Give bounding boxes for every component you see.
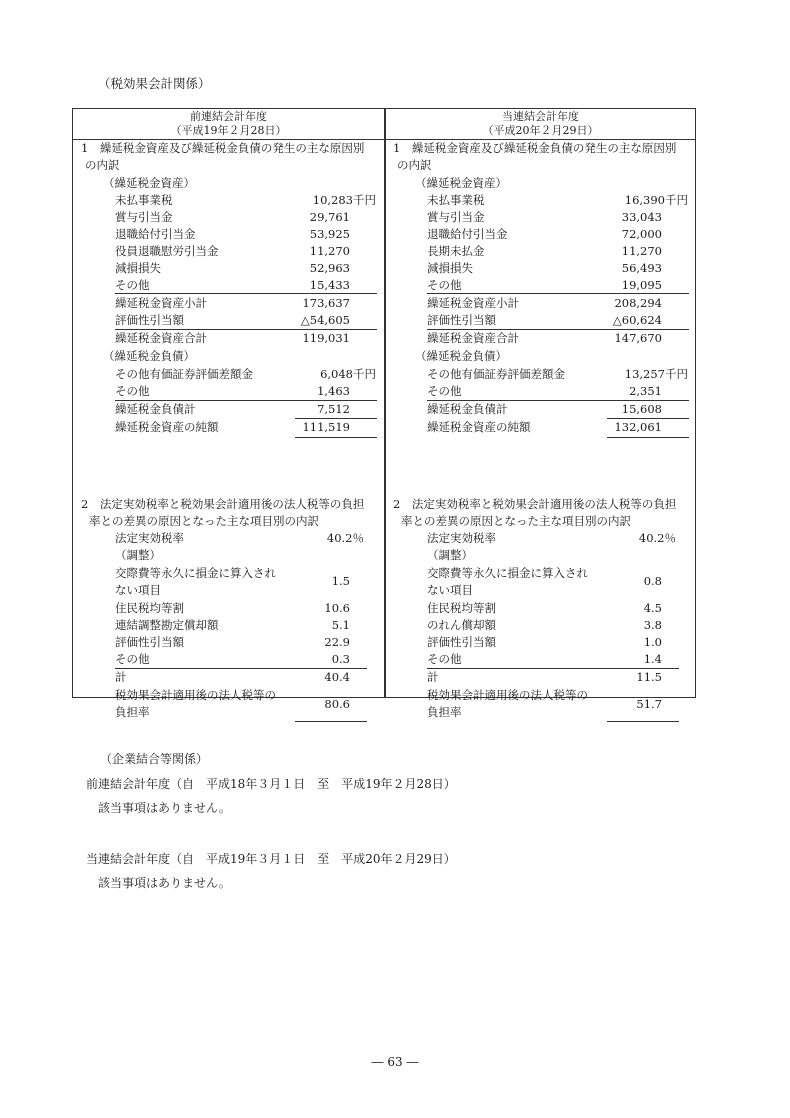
row-label: その他 — [115, 384, 150, 398]
dtl-total-row — [385, 401, 696, 418]
statutory-rate-row — [73, 530, 384, 547]
section2-heading — [73, 496, 384, 513]
section2-heading-cont — [73, 513, 384, 530]
dta-subtotal-row — [73, 295, 384, 312]
section2-heading-cont — [385, 513, 696, 530]
row-label: 2 法定実効税率と税効果会計適用後の法人税等の負担 — [81, 497, 365, 511]
row-label: 繰延税金負債計 — [427, 402, 508, 416]
dtl-item-row — [73, 383, 384, 400]
adjustment-item-row — [385, 651, 696, 668]
adjustment-label — [385, 547, 696, 564]
dta-group-label — [73, 175, 384, 192]
row-label: その他 — [427, 278, 462, 292]
row-label: 2 法定実効税率と税効果会計適用後の法人税等の負担 — [393, 497, 677, 511]
row-value: 1,463 — [317, 384, 350, 398]
current-period-text: 該当事項はありません。 — [98, 876, 231, 890]
row-label: （調整） — [427, 548, 473, 562]
dta-item-row — [73, 226, 384, 243]
adj-total-row — [73, 669, 384, 686]
dta-item-row — [73, 192, 384, 209]
header-title: 前連結会計年度 — [190, 110, 267, 123]
row-value: 53,925 — [309, 227, 350, 241]
row-value: 2,351 — [629, 384, 662, 398]
row-value: 40.4 — [324, 670, 350, 684]
row-label: 評価性引当額 — [115, 313, 184, 327]
row-value: 13,257千円 — [624, 367, 688, 381]
row-label: 役員退職慰労引当金 — [115, 244, 219, 258]
row-label: 退職給付引当金 — [115, 227, 196, 241]
row-label: 住民税均等割 — [427, 601, 496, 615]
row-label: 負担率 — [115, 705, 150, 719]
row-value: 15,608 — [621, 402, 662, 416]
row-label: 税効果会計適用後の法人税等の — [427, 688, 588, 702]
dta-item-row — [73, 260, 384, 277]
row-label: 長期未払金 — [427, 244, 485, 258]
adjustment-item-row — [385, 634, 696, 651]
row-value: 111,519 — [302, 420, 350, 434]
adjustment-item-row — [73, 617, 384, 634]
row-label: 1 繰延税金資産及び繰延税金負債の発生の主な原因別 — [81, 141, 365, 155]
current-year-header — [385, 110, 696, 137]
row-value: 119,031 — [302, 331, 350, 345]
section-title: （税効果会計関係） — [98, 76, 211, 91]
row-label: 住民税均等割 — [115, 601, 184, 615]
row-value: △54,605 — [300, 313, 350, 327]
row-label: 退職給付引当金 — [427, 227, 508, 241]
dta-item-row — [73, 209, 384, 226]
net-bottom-rule — [295, 437, 377, 438]
row-label: その他 — [427, 652, 462, 666]
dta-total-row — [385, 330, 696, 347]
row-value: △60,624 — [612, 313, 662, 327]
dta-item-row — [385, 192, 696, 209]
row-label: の内訳 — [85, 158, 120, 172]
header-date: （平成19年２月28日） — [170, 123, 287, 137]
row-value: 7,512 — [317, 402, 350, 416]
adjustment-label — [73, 547, 384, 564]
row-value: 11,270 — [621, 244, 662, 258]
net-row — [73, 419, 384, 436]
row-label: 繰延税金資産合計 — [427, 331, 519, 345]
dta-item-row — [385, 260, 696, 277]
effective-bottom-rule — [295, 721, 367, 722]
section2-heading — [385, 496, 696, 513]
row-label: その他 — [427, 384, 462, 398]
row-label: 連結調整勘定償却額 — [115, 618, 219, 632]
row-label: （繰延税金資産） — [415, 176, 507, 190]
dta-total-row — [73, 330, 384, 347]
row-label: ない項目 — [427, 583, 473, 597]
row-label: 賞与引当金 — [115, 210, 173, 224]
row-value: 10,283千円 — [312, 193, 376, 207]
row-value: 10.6 — [324, 601, 350, 615]
row-label: その他 — [115, 278, 150, 292]
row-label: の内訳 — [397, 158, 432, 172]
row-label: その他 — [115, 652, 150, 666]
row-label: 率との差異の原因となった主な項目別の内訳 — [401, 514, 631, 528]
dta-item-row — [73, 277, 384, 294]
dta-item-row — [385, 243, 696, 260]
row-value: 40.2％ — [638, 531, 676, 545]
row-value: 51.7 — [636, 697, 662, 711]
adjustment-item-row — [73, 651, 384, 668]
row-label: その他有価証券評価差額金 — [427, 367, 565, 381]
row-label: 税効果会計適用後の法人税等の — [115, 688, 276, 702]
prior-period-heading: 前連結会計年度（自 平成18年３月１日 至 平成19年２月28日） — [86, 777, 456, 791]
prior-year-column — [73, 140, 384, 719]
row-value: 56,493 — [621, 261, 662, 275]
row-value: 33,043 — [621, 210, 662, 224]
dta-item-row — [73, 243, 384, 260]
row-value: 19,095 — [621, 278, 662, 292]
dta-group-label — [385, 175, 696, 192]
dta-item-row — [385, 277, 696, 294]
valuation-row — [385, 312, 696, 329]
dta-item-row — [385, 209, 696, 226]
row-label: （繰延税金負債） — [415, 349, 507, 363]
row-label: 評価性引当額 — [115, 635, 184, 649]
row-value: 1.4 — [643, 652, 662, 666]
row-label: 繰延税金資産小計 — [115, 296, 207, 310]
row-label: 計 — [427, 670, 439, 684]
row-label: 負担率 — [427, 705, 462, 719]
net-row — [385, 419, 696, 436]
row-label: 交際費等永久に損金に算入され — [115, 566, 276, 580]
adjustment-item-row — [385, 600, 696, 617]
row-label: 評価性引当額 — [427, 635, 496, 649]
valuation-row — [73, 312, 384, 329]
row-label: ない項目 — [115, 583, 161, 597]
row-value: 1.0 — [643, 635, 662, 649]
row-label: 法定実効税率 — [115, 531, 184, 545]
row-value: 5.1 — [331, 618, 350, 632]
header-title: 当連結会計年度 — [502, 110, 579, 123]
row-label: 率との差異の原因となった主な項目別の内訳 — [89, 514, 319, 528]
row-value: 11.5 — [636, 670, 662, 684]
row-label: 減損損失 — [427, 261, 473, 275]
current-period-heading: 当連結会計年度（自 平成19年３月１日 至 平成20年２月29日） — [86, 852, 456, 866]
row-value: 22.9 — [324, 635, 350, 649]
row-label: のれん償却額 — [427, 618, 496, 632]
row-label: 繰延税金資産合計 — [115, 331, 207, 345]
row-label: 未払事業税 — [427, 193, 485, 207]
row-value: 11,270 — [309, 244, 350, 258]
row-value: 16,390千円 — [624, 193, 688, 207]
row-value: 132,061 — [614, 420, 662, 434]
dtl-group-label — [385, 348, 696, 365]
tax-effect-table — [72, 108, 696, 719]
row-label: （調整） — [115, 548, 161, 562]
row-label: その他有価証券評価差額金 — [115, 367, 253, 381]
row-value: 173,637 — [302, 296, 350, 310]
row-label: 交際費等永久に損金に算入され — [427, 566, 588, 580]
row-value: 0.3 — [331, 652, 350, 666]
row-label: 評価性引当額 — [427, 313, 496, 327]
prior-year-header — [73, 110, 384, 137]
adjustment-item-row — [385, 617, 696, 634]
dtl-item-row — [385, 383, 696, 400]
dta-subtotal-row — [385, 295, 696, 312]
row-label: 法定実効税率 — [427, 531, 496, 545]
page-number: ― 63 ― — [371, 1055, 419, 1069]
section1-heading — [385, 140, 696, 157]
section1-heading-cont — [385, 157, 696, 174]
dtl-group-label — [73, 348, 384, 365]
effective-bottom-rule — [607, 721, 679, 722]
section1-heading — [73, 140, 384, 157]
row-value: 40.2％ — [326, 531, 364, 545]
row-label: 減損損失 — [115, 261, 161, 275]
adj-total-row — [385, 669, 696, 686]
row-value: 147,670 — [614, 331, 662, 345]
row-value: 0.8 — [643, 574, 662, 588]
header-date: （平成20年２月29日） — [482, 123, 599, 137]
row-label: 繰延税金資産の純額 — [115, 420, 219, 434]
row-value: 3.8 — [643, 618, 662, 632]
dtl-item-row — [73, 366, 384, 383]
row-value: 29,761 — [309, 210, 350, 224]
row-value: 80.6 — [324, 697, 350, 711]
row-value: 6,048千円 — [320, 367, 376, 381]
adjustment-item-row — [73, 600, 384, 617]
dtl-total-row — [73, 401, 384, 418]
row-value: 4.5 — [643, 601, 662, 615]
current-year-column — [385, 140, 696, 719]
business-combination-title: （企業結合等関係） — [100, 752, 209, 766]
row-label: （繰延税金資産） — [103, 176, 195, 190]
net-bottom-rule — [607, 437, 689, 438]
dta-item-row — [385, 226, 696, 243]
row-label: 賞与引当金 — [427, 210, 485, 224]
statutory-rate-row — [385, 530, 696, 547]
adjustment-item-row — [73, 634, 384, 651]
prior-period-text: 該当事項はありません。 — [98, 801, 231, 815]
row-label: 繰延税金資産小計 — [427, 296, 519, 310]
row-label: 1 繰延税金資産及び繰延税金負債の発生の主な原因別 — [393, 141, 677, 155]
row-label: 繰延税金資産の純額 — [427, 420, 531, 434]
row-label: 計 — [115, 670, 127, 684]
dtl-item-row — [385, 366, 696, 383]
row-label: 繰延税金負債計 — [115, 402, 196, 416]
section1-heading-cont — [73, 157, 384, 174]
row-value: 1.5 — [331, 574, 350, 588]
row-label: （繰延税金負債） — [103, 349, 195, 363]
row-value: 15,433 — [309, 278, 350, 292]
row-value: 52,963 — [309, 261, 350, 275]
row-label: 未払事業税 — [115, 193, 173, 207]
row-value: 208,294 — [614, 296, 662, 310]
row-value: 72,000 — [621, 227, 662, 241]
